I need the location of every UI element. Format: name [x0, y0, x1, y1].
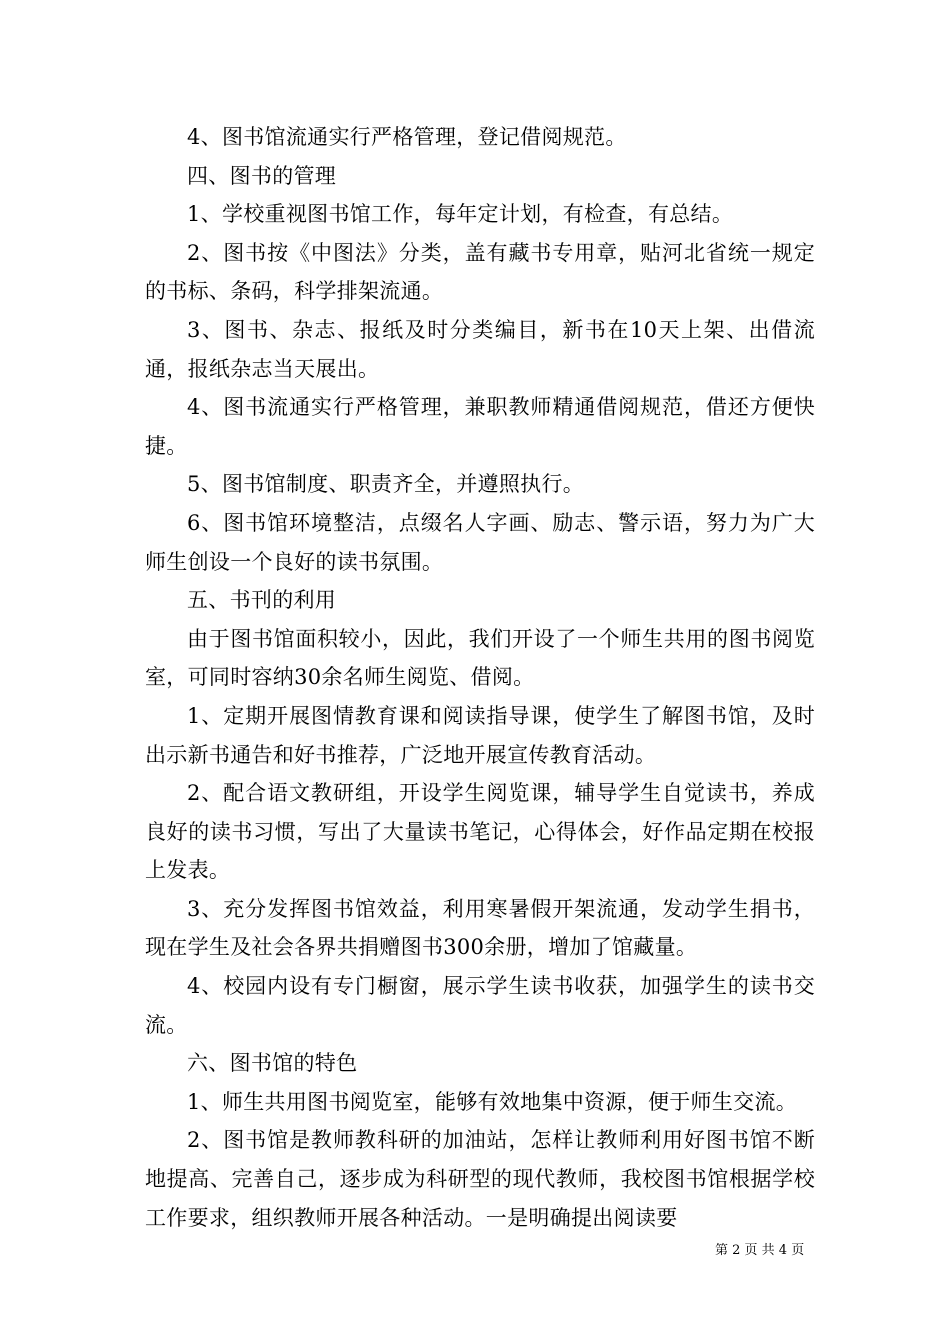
- paragraph-reading-classes: 2、配合语文教研组，开设学生阅览课，辅导学生自觉读书，养成良好的读书习惯，写出了大量读书笔记，心得体会，好作品定期在校报上发表。: [145, 781, 815, 883]
- paragraph-cataloging: 3、图书、杂志、报纸及时分类编目，新书在10天上架、出借流通，报纸杂志当天展出。: [145, 317, 815, 381]
- paragraph-regulations: 5、图书馆制度、职责齐全，并遵照执行。: [187, 472, 585, 497]
- paragraph-guidance-classes: 1、定期开展图情教育课和阅读指导课，使学生了解图书馆，及时出示新书通告和好书推荐，广泛地开展宣传教育活动。: [145, 703, 815, 767]
- paragraph-teacher-research: 2、图书馆是教师教科研的加油站，怎样让教师利用好图书馆不断地提高、完善自己，逐步成为科研型的现代教师，我校图书馆根据学校工作要求，组织教师开展各种活动。一是明确提出阅读要: [145, 1128, 815, 1230]
- section-heading-utilization: 五、书刊的利用: [187, 588, 337, 613]
- section-heading-features: 六、图书馆的特色: [187, 1051, 358, 1076]
- paragraph-display-window: 4、校园内设有专门橱窗，展示学生读书收获，加强学生的读书交流。: [145, 974, 815, 1037]
- paragraph-shared-room: 1、师生共用图书阅览室，能够有效地集中资源，便于师生交流。: [187, 1089, 798, 1114]
- paragraph-circulation-management: 4、图书馆流通实行严格管理，登记借阅规范。: [187, 125, 627, 149]
- page-number-footer: 第 2 页 共 4 页: [715, 1243, 805, 1258]
- paragraph-environment: 6、图书馆环境整洁，点缀名人字画、励志、警示语，努力为广大师生创设一个良好的读书氛围。: [145, 510, 815, 574]
- paragraph-reading-room: 由于图书馆面积较小，因此，我们开设了一个师生共用的图书阅览室，可同时容纳30余名师生阅览、借阅。: [145, 626, 815, 690]
- paragraph-lending-rules: 4、图书流通实行严格管理，兼职教师精通借阅规范，借还方便快捷。: [145, 395, 815, 458]
- paragraph-school-attention: 1、学校重视图书馆工作，每年定计划，有检查，有总结。: [187, 202, 734, 227]
- section-heading-book-management: 四、图书的管理: [187, 163, 337, 188]
- document-body: [145, 118, 815, 1237]
- paragraph-donations: 3、充分发挥图书馆效益，利用寒暑假开架流通，发动学生捐书，现在学生及社会各界共捐赠图书300余册，增加了馆藏量。: [145, 896, 815, 960]
- paragraph-classification: 2、图书按《中图法》分类，盖有藏书专用章，贴河北省统一规定的书标、条码，科学排架流通。: [145, 240, 815, 304]
